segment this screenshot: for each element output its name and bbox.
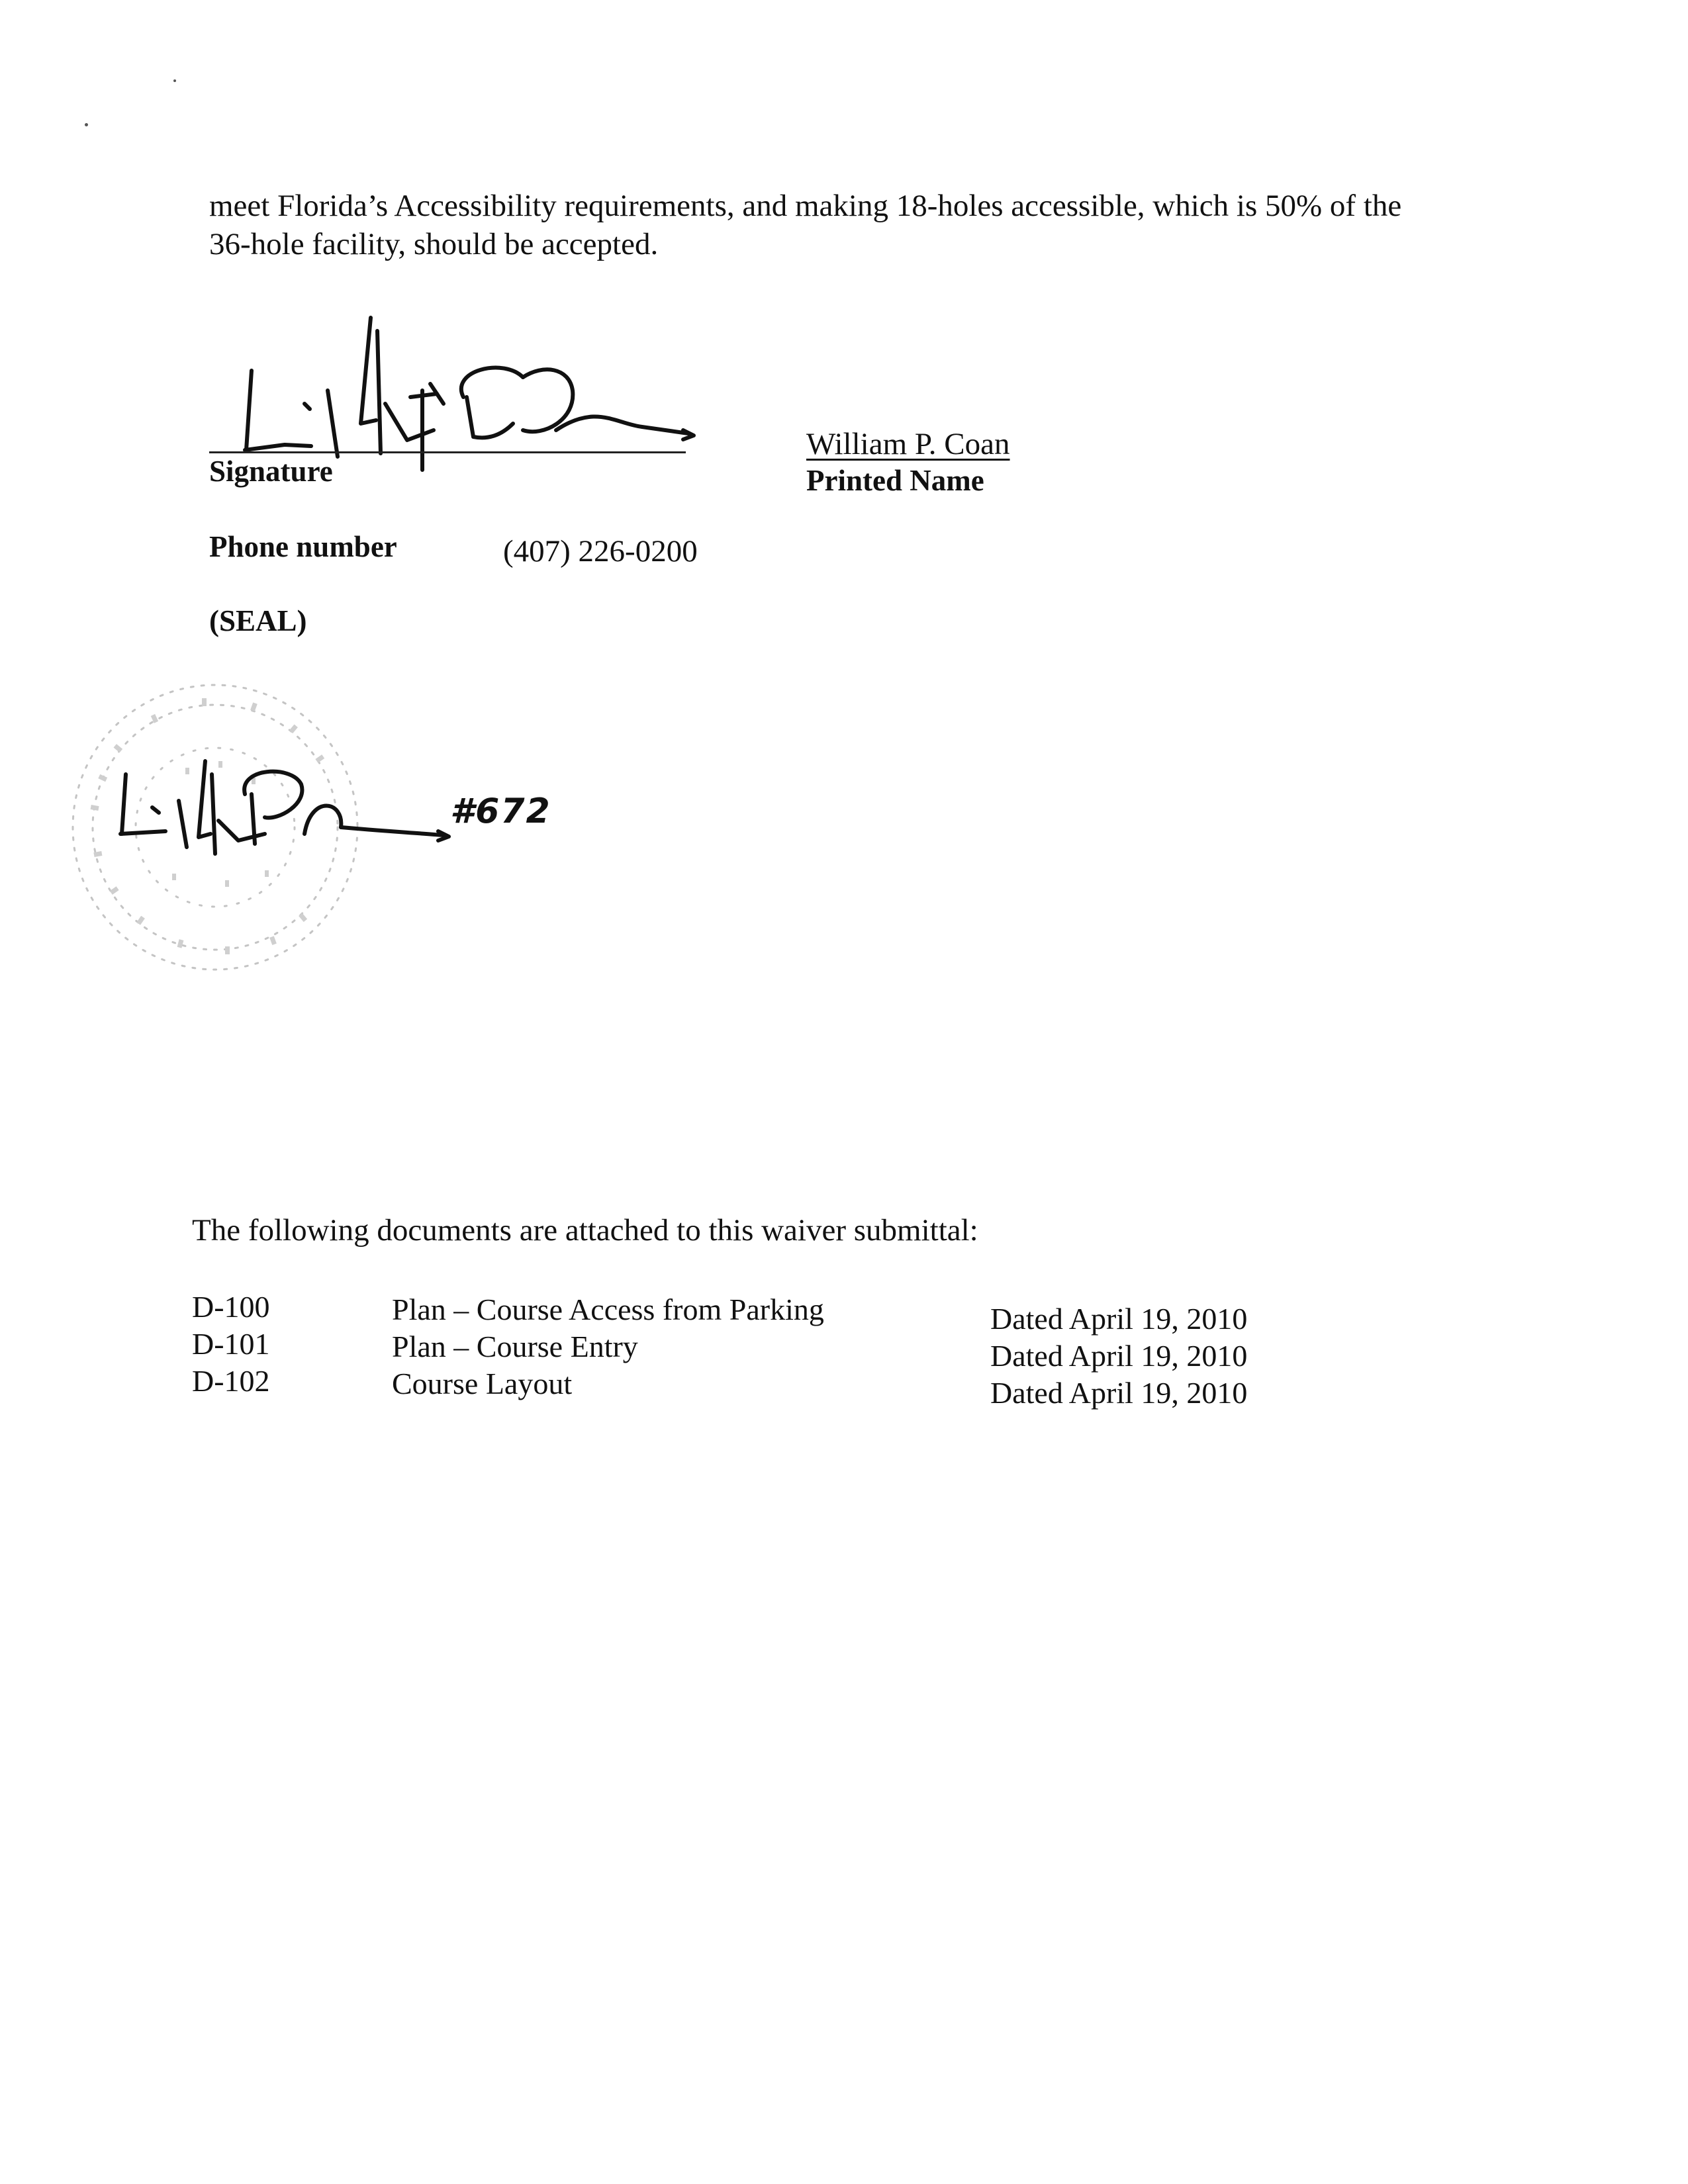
- attachment-title: Course Layout: [392, 1367, 573, 1400]
- printed-name-value: William P. Coan: [806, 427, 1010, 461]
- seal-number-annotation: #672: [450, 792, 551, 831]
- paragraph-line-1: meet Florida’s Accessibility requirements, and making 18-holes accessible, which is 50% of the: [209, 189, 1402, 223]
- handwritten-signature: [212, 304, 715, 477]
- body-paragraph: [209, 187, 1520, 263]
- phone-number-label: Phone number: [209, 530, 397, 563]
- phone-number-value: (407) 226-0200: [503, 534, 698, 569]
- scan-speck: [173, 79, 176, 82]
- paragraph-line-2: 36-hole facility, should be accepted.: [209, 227, 659, 261]
- attachment-code: D-102: [192, 1364, 270, 1398]
- attachment-title: Plan – Course Entry: [392, 1330, 638, 1363]
- scan-speck: [85, 123, 88, 126]
- attachments-intro: The following documents are attached to this waiver submittal:: [192, 1213, 978, 1248]
- attachment-date: Dated April 19, 2010: [990, 1339, 1248, 1373]
- attachment-code: D-101: [192, 1327, 270, 1361]
- seal-label: (SEAL): [209, 604, 307, 637]
- attachment-code: D-100: [192, 1290, 270, 1324]
- signature-line: [209, 451, 686, 453]
- printed-name-label: Printed Name: [806, 464, 984, 497]
- attachment-date: Dated April 19, 2010: [990, 1376, 1248, 1410]
- signature-label: Signature: [209, 455, 333, 488]
- attachment-title: Plan – Course Access from Parking: [392, 1293, 824, 1326]
- attachment-date: Dated April 19, 2010: [990, 1302, 1248, 1336]
